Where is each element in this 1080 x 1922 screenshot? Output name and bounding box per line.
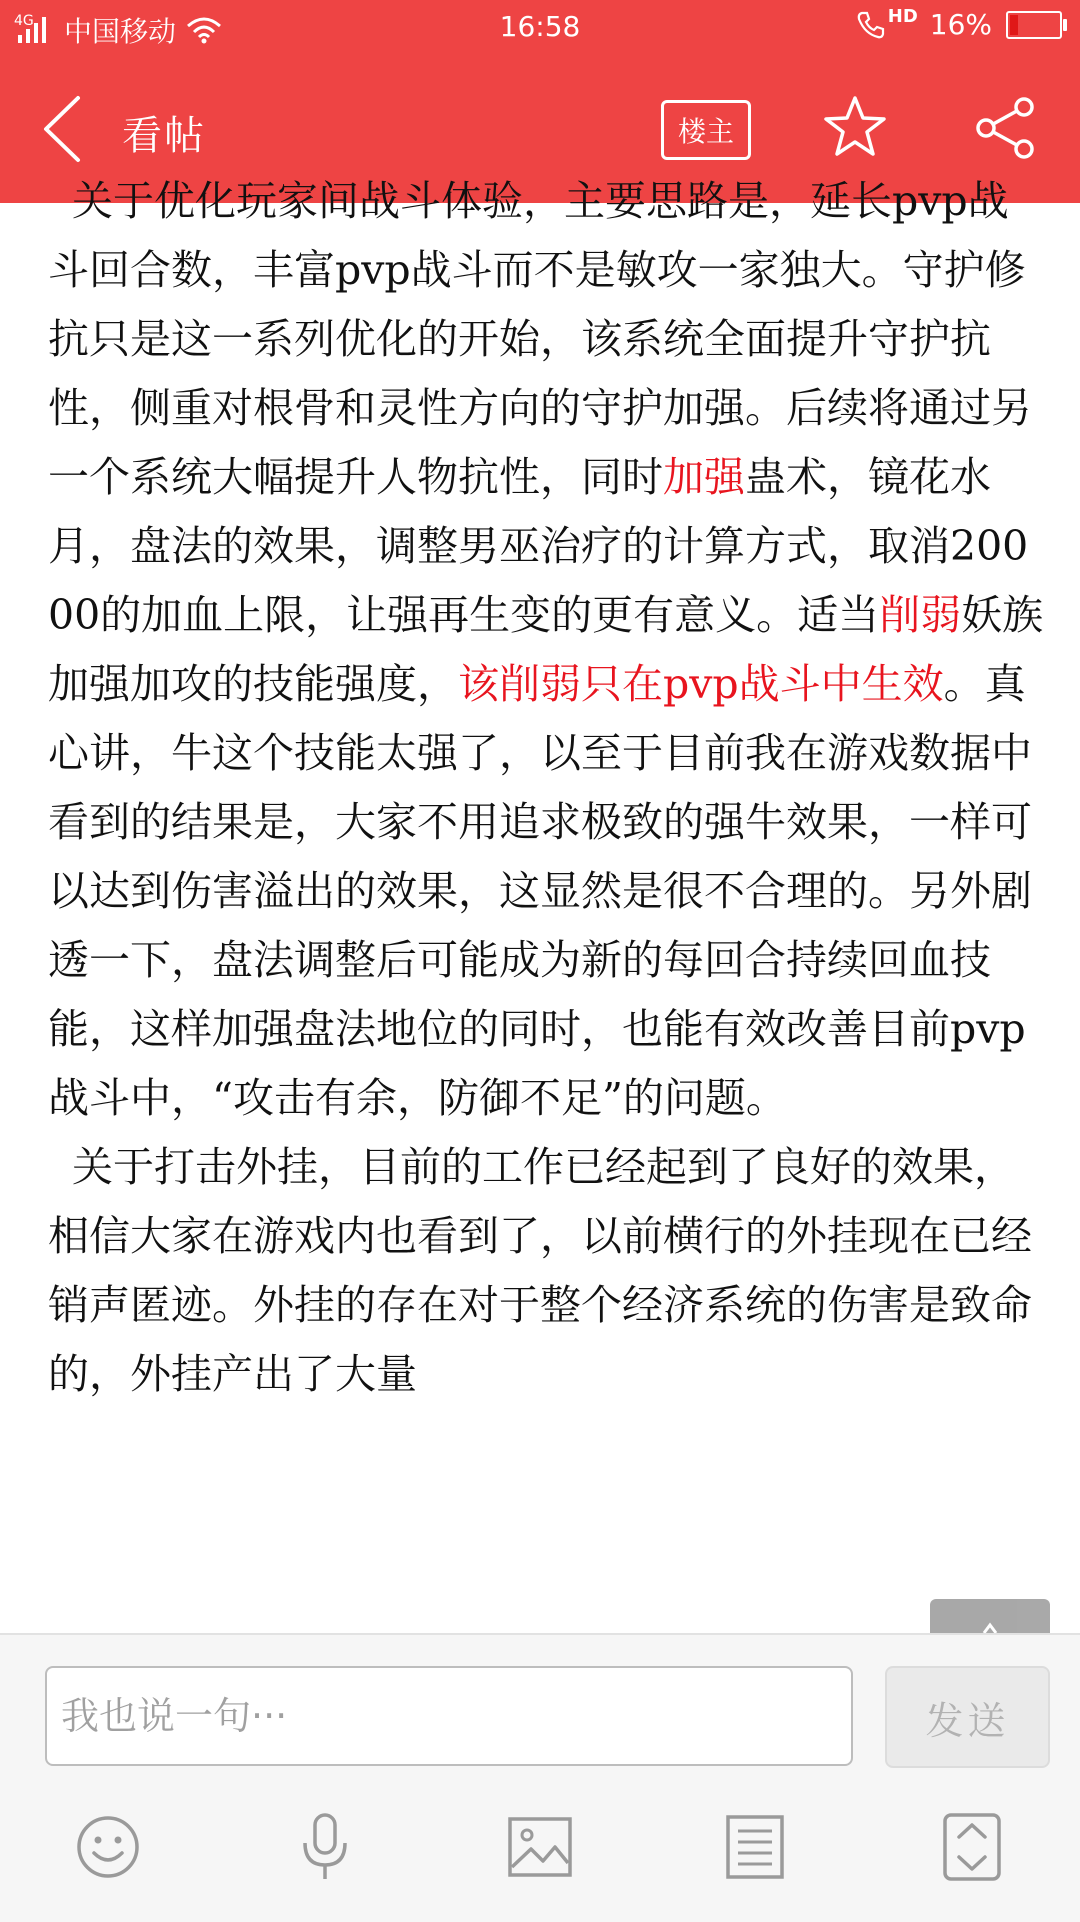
battery-level [1010,15,1018,35]
owner-only-button[interactable]: 楼主 [661,100,751,160]
highlight-text: 该削弱只在pvp战斗中生效 [458,660,944,708]
expand-icon[interactable] [937,1811,1007,1883]
microphone-icon[interactable] [290,1811,360,1883]
post-content[interactable] [0,177,1080,1633]
article-paragraph-1 [0,167,1080,1133]
battery-icon [1006,11,1062,39]
image-icon[interactable] [505,1811,575,1883]
call-icon [856,10,886,40]
share-icon[interactable] [972,96,1038,160]
status-time: 16:58 [499,10,581,43]
text-run: 关于优化玩家间战斗体验，主要思路是，延长pvp战斗回合数，丰富pvp战斗而不是敏攻一家独大。守护修抗只是这一系列优化的开始，该系统全面提升守护抗性，侧重对根骨和灵性方向的守护加强。后续将通过另一个系统大幅提升人物抗性，同时 [48,177,1032,501]
text-run: 妖族加强加攻的技能强度， [48,591,1044,708]
highlight-text: 加强 [663,453,745,501]
input-toolbar [0,1811,1080,1891]
text-run: 蛊术，镜花水月，盘法的效果，调整男巫治疗的计算方式，取消20000的加血上限，让强再生变的更有意义。适当 [48,453,1029,639]
comment-input[interactable] [45,1666,853,1766]
highlight-text: 削弱 [879,591,962,639]
status-right [856,8,1062,41]
comment-bar [0,1633,1080,1922]
article-paragraph-2: 关于打击外挂，目前的工作已经起到了良好的效果，相信大家在游戏内也看到了，以前横行的外挂现在已经销声匿迹。外挂的存在对于整个经济系统的伤害是致命的，外挂产出了大量 [48,1143,1032,1398]
hd-label: HD [887,6,918,27]
status-bar [0,0,1080,54]
page-title: 看帖 [122,113,206,159]
back-arrow-icon[interactable] [38,94,86,164]
carrier-name: 中国移动 [64,15,177,48]
back-to-top-button[interactable] [930,1599,1050,1635]
battery-percent: 16% [929,8,992,41]
network-type: 4G [14,13,34,29]
emoji-icon[interactable] [73,1811,143,1883]
star-icon[interactable] [822,94,888,160]
text-run: 。真心讲，牛这个技能太强了，以至于目前我在游戏数据中看到的结果是，大家不用追求极致的强牛效果，一样可以达到伤害溢出的效果，这显然是很不合理的。另外剧透一下，盘法调整后可能成为新的每回合持续回血技能，这样加强盘法地位的同时，也能有效改善目前pvp战斗中，“攻击有余，防御不足”的问题。 [48,660,1032,1122]
arrow-up-icon [930,1599,1050,1635]
article-body [0,167,1080,1409]
send-button[interactable]: 发送 [885,1666,1050,1768]
list-icon[interactable] [720,1811,790,1883]
